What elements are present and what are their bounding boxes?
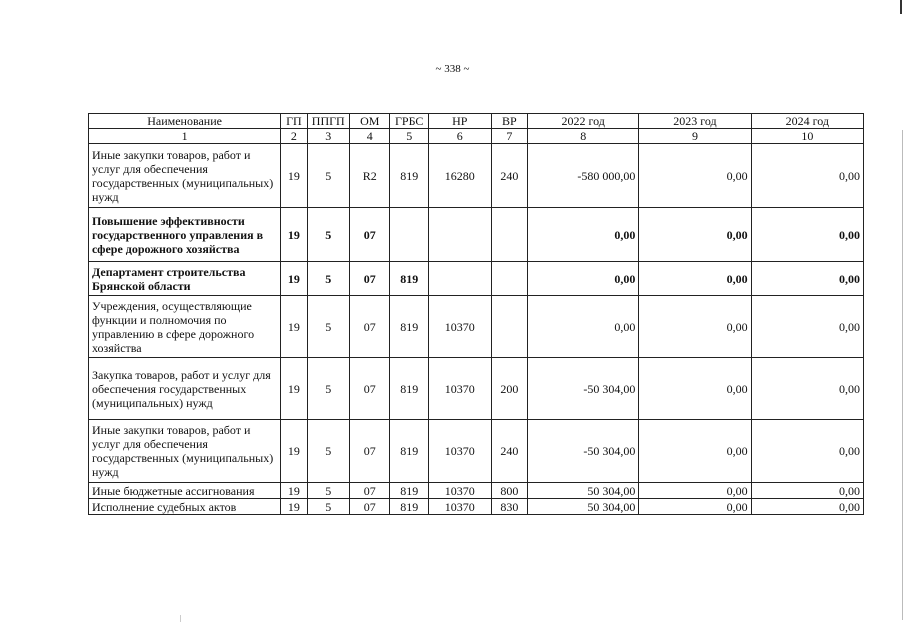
cell-2024: 0,00 xyxy=(751,208,863,262)
cell-grbs: 819 xyxy=(390,296,428,358)
column-number: 9 xyxy=(639,129,751,144)
header-ppgp: ППГП xyxy=(307,114,349,129)
column-number: 7 xyxy=(491,129,527,144)
cell-gp: 19 xyxy=(281,262,307,296)
cell-2023: 0,00 xyxy=(639,499,751,515)
cell-vr: 200 xyxy=(491,358,527,420)
cell-2024: 0,00 xyxy=(751,296,863,358)
cell-nr: 10370 xyxy=(428,296,491,358)
cell-2022: -50 304,00 xyxy=(528,358,639,420)
cell-2022: 50 304,00 xyxy=(528,483,639,499)
cell-vr: 240 xyxy=(491,144,527,208)
cell-2024: 0,00 xyxy=(751,483,863,499)
cell-gp: 19 xyxy=(281,358,307,420)
header-grbs: ГРБС xyxy=(390,114,428,129)
column-number: 4 xyxy=(350,129,390,144)
column-number-row xyxy=(89,129,864,144)
cell-grbs: 819 xyxy=(390,420,428,483)
column-number: 1 xyxy=(89,129,281,144)
cell-2024: 0,00 xyxy=(751,262,863,296)
cell-om: 07 xyxy=(350,483,390,499)
cell-2024: 0,00 xyxy=(751,358,863,420)
cell-ppgp: 5 xyxy=(307,358,349,420)
row-name: Иные закупки товаров, работ и услуг для обеспечения государственных (муниципальных) нужд xyxy=(89,420,281,483)
cell-grbs: 819 xyxy=(390,262,428,296)
cell-vr xyxy=(491,262,527,296)
cell-2023: 0,00 xyxy=(639,208,751,262)
cell-nr xyxy=(428,208,491,262)
column-number: 2 xyxy=(281,129,307,144)
row-name: Иные закупки товаров, работ и услуг для обеспечения государственных (муниципальных) нужд xyxy=(89,144,281,208)
cell-om: 07 xyxy=(350,296,390,358)
cell-2022: 0,00 xyxy=(528,262,639,296)
row-name: Департамент строительства Брянской области xyxy=(89,262,281,296)
header-gp: ГП xyxy=(281,114,307,129)
header-name: Наименование xyxy=(89,114,281,129)
cell-om: 07 xyxy=(350,262,390,296)
page-number: ~ 338 ~ xyxy=(435,63,470,75)
scan-stray-mark xyxy=(180,615,181,622)
cell-2024: 0,00 xyxy=(751,499,863,515)
header-nr: НР xyxy=(428,114,491,129)
cell-2022: -580 000,00 xyxy=(528,144,639,208)
cell-grbs: 819 xyxy=(390,358,428,420)
column-number: 10 xyxy=(751,129,863,144)
cell-om: 07 xyxy=(350,420,390,483)
cell-2023: 0,00 xyxy=(639,358,751,420)
cell-ppgp: 5 xyxy=(307,208,349,262)
cell-nr: 10370 xyxy=(428,358,491,420)
cell-vr: 800 xyxy=(491,483,527,499)
header-vr: ВР xyxy=(491,114,527,129)
table-row xyxy=(89,208,864,262)
cell-2022: 0,00 xyxy=(528,208,639,262)
cell-nr: 10370 xyxy=(428,483,491,499)
cell-om: R2 xyxy=(350,144,390,208)
cell-ppgp: 5 xyxy=(307,296,349,358)
cell-2022: 0,00 xyxy=(528,296,639,358)
header-row xyxy=(89,114,864,129)
cell-om: 07 xyxy=(350,499,390,515)
cell-gp: 19 xyxy=(281,483,307,499)
column-number: 6 xyxy=(428,129,491,144)
row-name: Иные бюджетные ассигнования xyxy=(89,483,281,499)
column-number: 5 xyxy=(390,129,428,144)
table-row xyxy=(89,144,864,208)
cell-2023: 0,00 xyxy=(639,420,751,483)
cell-2023: 0,00 xyxy=(639,483,751,499)
cell-om: 07 xyxy=(350,208,390,262)
cell-2023: 0,00 xyxy=(639,262,751,296)
cell-gp: 19 xyxy=(281,420,307,483)
row-name: Исполнение судебных актов xyxy=(89,499,281,515)
header-om: ОМ xyxy=(350,114,390,129)
cell-ppgp: 5 xyxy=(307,483,349,499)
cell-vr xyxy=(491,208,527,262)
table-row xyxy=(89,262,864,296)
cell-2022: -50 304,00 xyxy=(528,420,639,483)
scan-edge-line xyxy=(902,130,903,620)
header-2022: 2022 год xyxy=(528,114,639,129)
cell-vr: 830 xyxy=(491,499,527,515)
cell-ppgp: 5 xyxy=(307,499,349,515)
cell-2023: 0,00 xyxy=(639,144,751,208)
cell-ppgp: 5 xyxy=(307,262,349,296)
cell-grbs: 819 xyxy=(390,144,428,208)
cell-2024: 0,00 xyxy=(751,420,863,483)
column-number: 3 xyxy=(307,129,349,144)
cell-gp: 19 xyxy=(281,208,307,262)
cell-grbs: 819 xyxy=(390,499,428,515)
cell-vr: 240 xyxy=(491,420,527,483)
cell-grbs: 819 xyxy=(390,483,428,499)
cell-gp: 19 xyxy=(281,296,307,358)
cell-2024: 0,00 xyxy=(751,144,863,208)
scan-corner-mark xyxy=(900,0,902,14)
header-2023: 2023 год xyxy=(639,114,751,129)
cell-gp: 19 xyxy=(281,144,307,208)
cell-nr xyxy=(428,262,491,296)
table-row xyxy=(89,358,864,420)
cell-ppgp: 5 xyxy=(307,420,349,483)
cell-grbs xyxy=(390,208,428,262)
cell-vr xyxy=(491,296,527,358)
budget-table xyxy=(88,113,864,515)
table-row xyxy=(89,420,864,483)
cell-2023: 0,00 xyxy=(639,296,751,358)
cell-gp: 19 xyxy=(281,499,307,515)
table-row xyxy=(89,483,864,499)
cell-om: 07 xyxy=(350,358,390,420)
header-2024: 2024 год xyxy=(751,114,863,129)
row-name: Повышение эффективности государственного управления в сфере дорожного хозяйства xyxy=(89,208,281,262)
cell-nr: 10370 xyxy=(428,420,491,483)
table-row xyxy=(89,499,864,515)
cell-nr: 10370 xyxy=(428,499,491,515)
cell-ppgp: 5 xyxy=(307,144,349,208)
cell-2022: 50 304,00 xyxy=(528,499,639,515)
row-name: Закупка товаров, работ и услуг для обеспечения государственных (муниципальных) нужд xyxy=(89,358,281,420)
table-row xyxy=(89,296,864,358)
column-number: 8 xyxy=(528,129,639,144)
row-name: Учреждения, осуществляющие функции и полномочия по управлению в сфере дорожного хозяйства xyxy=(89,296,281,358)
cell-nr: 16280 xyxy=(428,144,491,208)
